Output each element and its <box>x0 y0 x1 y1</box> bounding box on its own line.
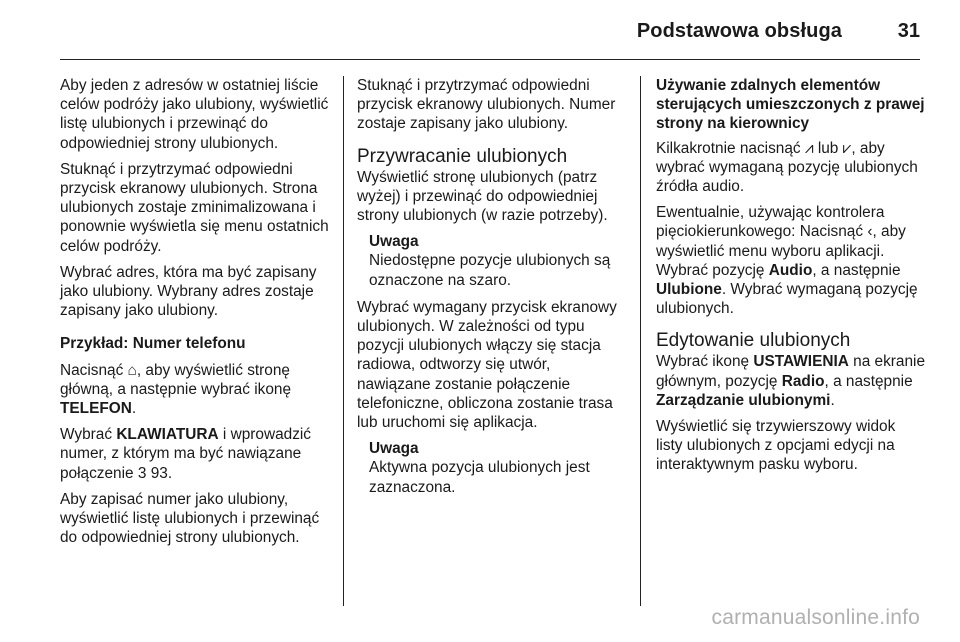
keyword-zarzadzanie-ulubionymi: Zarządzanie ulubionymi <box>656 391 831 409</box>
steering-up-icon: ⩘ <box>804 139 814 157</box>
paragraph: Wyświetlić się trzywierszowy widok listy ulubionych z opcjami edycji na interaktywnym pasku wyboru. <box>656 418 896 474</box>
watermark-link[interactable]: carmanualsonline.info <box>711 606 920 629</box>
steering-down-icon: ⩗ <box>842 139 852 157</box>
paragraph: Wybrać wymagany przycisk ekranowy ulubionych. W zależności od typu pozycji ulubionych włączy się stacja radiowa, odtworzy się utwór, nawiązane zostanie połączenie telefoniczne, obliczona zostanie trasa lub uruchomi się aplikacja. <box>357 298 617 432</box>
header-divider <box>60 59 920 60</box>
column-1 <box>60 76 332 554</box>
paragraph: Ewentualnie, używając kontrolera pięciokierunkowego: Nacisnąć ‹, aby wyświetlić menu wyboru aplikacji. Wybrać pozycję Audio, a następnie Ulubione. Wybrać wymaganą pozycję ulubionych. <box>656 204 918 318</box>
note-box <box>357 232 625 290</box>
note-text: Niedostępne pozycje ulubionych są oznaczone na szaro. <box>369 252 611 289</box>
keyword-audio: Audio <box>768 261 813 279</box>
paragraph: Aby jeden z adresów w ostatniej liście celów podróży jako ulubiony, wyświetlić listę ulubionych i przewinąć do odpowiedniej strony ulubionych. <box>60 77 329 152</box>
note-box <box>357 439 625 497</box>
keyword-telefon: TELEFON <box>60 400 132 418</box>
paragraph: Stuknąć i przytrzymać odpowiedni przycisk ekranowy ulubionych. Strona ulubionych zostaje zminimalizowana i ponownie wyświetla się menu ostatnich celów podróży. <box>60 160 329 255</box>
column-divider-2 <box>640 76 641 606</box>
section-heading-edit: Edytowanie ulubionych <box>656 330 851 352</box>
note-title: Uwaga <box>369 440 419 458</box>
column-3 <box>656 76 926 482</box>
page-reference-icon: 3 <box>137 464 147 482</box>
subheading-phone-example: Przykład: Numer telefonu <box>60 335 246 353</box>
left-arrow-icon: ‹ <box>867 223 873 241</box>
keyword-klawiatura: KLAWIATURA <box>116 426 219 444</box>
keyword-ulubione: Ulubione <box>656 281 722 299</box>
note-title: Uwaga <box>369 233 419 251</box>
paragraph: Wybrać adres, która ma być zapisany jako ulubiony. Wybrany adres zostaje zapisany jako ulubiony. <box>60 263 317 320</box>
paragraph: Stuknąć i przytrzymać odpowiedni przycisk ekranowy ulubionych. Numer zostaje zapisany jako ulubiony. <box>357 77 616 133</box>
note-text: Aktywna pozycja ulubionych jest zaznaczona. <box>369 459 590 496</box>
paragraph: Wybrać KLAWIATURA i wprowadzić numer, z którym ma być nawiązane połączenie 3 93. <box>60 426 311 482</box>
paragraph: Aby zapisać numer jako ulubiony, wyświetlić listę ulubionych i przewinąć do odpowiedniej strony ulubionych. <box>60 490 320 547</box>
keyword-ustawienia: USTAWIENIA <box>753 353 849 371</box>
page-number: 31 <box>897 20 920 42</box>
column-divider-1 <box>343 76 344 606</box>
paragraph: Wyświetlić stronę ulubionych (patrz wyżej) i przewinąć do odpowiedniej strony ulubionych (w razie potrzeby). <box>357 168 608 225</box>
subheading-steering-controls: Używanie zdalnych elementów sterujących umieszczonych z prawej strony na kierownicy <box>656 77 925 133</box>
home-icon: ⌂ <box>127 361 137 379</box>
paragraph: Wybrać ikonę USTAWIENIA na ekranie głównym, pozycję Radio, a następnie Zarządzanie ulubionymi. <box>656 353 926 409</box>
page-title: Podstawowa obsługa <box>636 20 842 42</box>
keyword-radio: Radio <box>781 372 825 390</box>
paragraph: Kilkakrotnie nacisnąć ⩘ lub ⩗, aby wybrać wymaganą pozycję ulubionych źródła audio. <box>656 139 918 196</box>
column-2 <box>357 76 625 505</box>
paragraph: Nacisnąć ⌂, aby wyświetlić stronę główną, a następnie wybrać ikonę TELEFON. <box>60 361 292 418</box>
section-heading-restore: Przywracanie ulubionych <box>357 145 568 167</box>
